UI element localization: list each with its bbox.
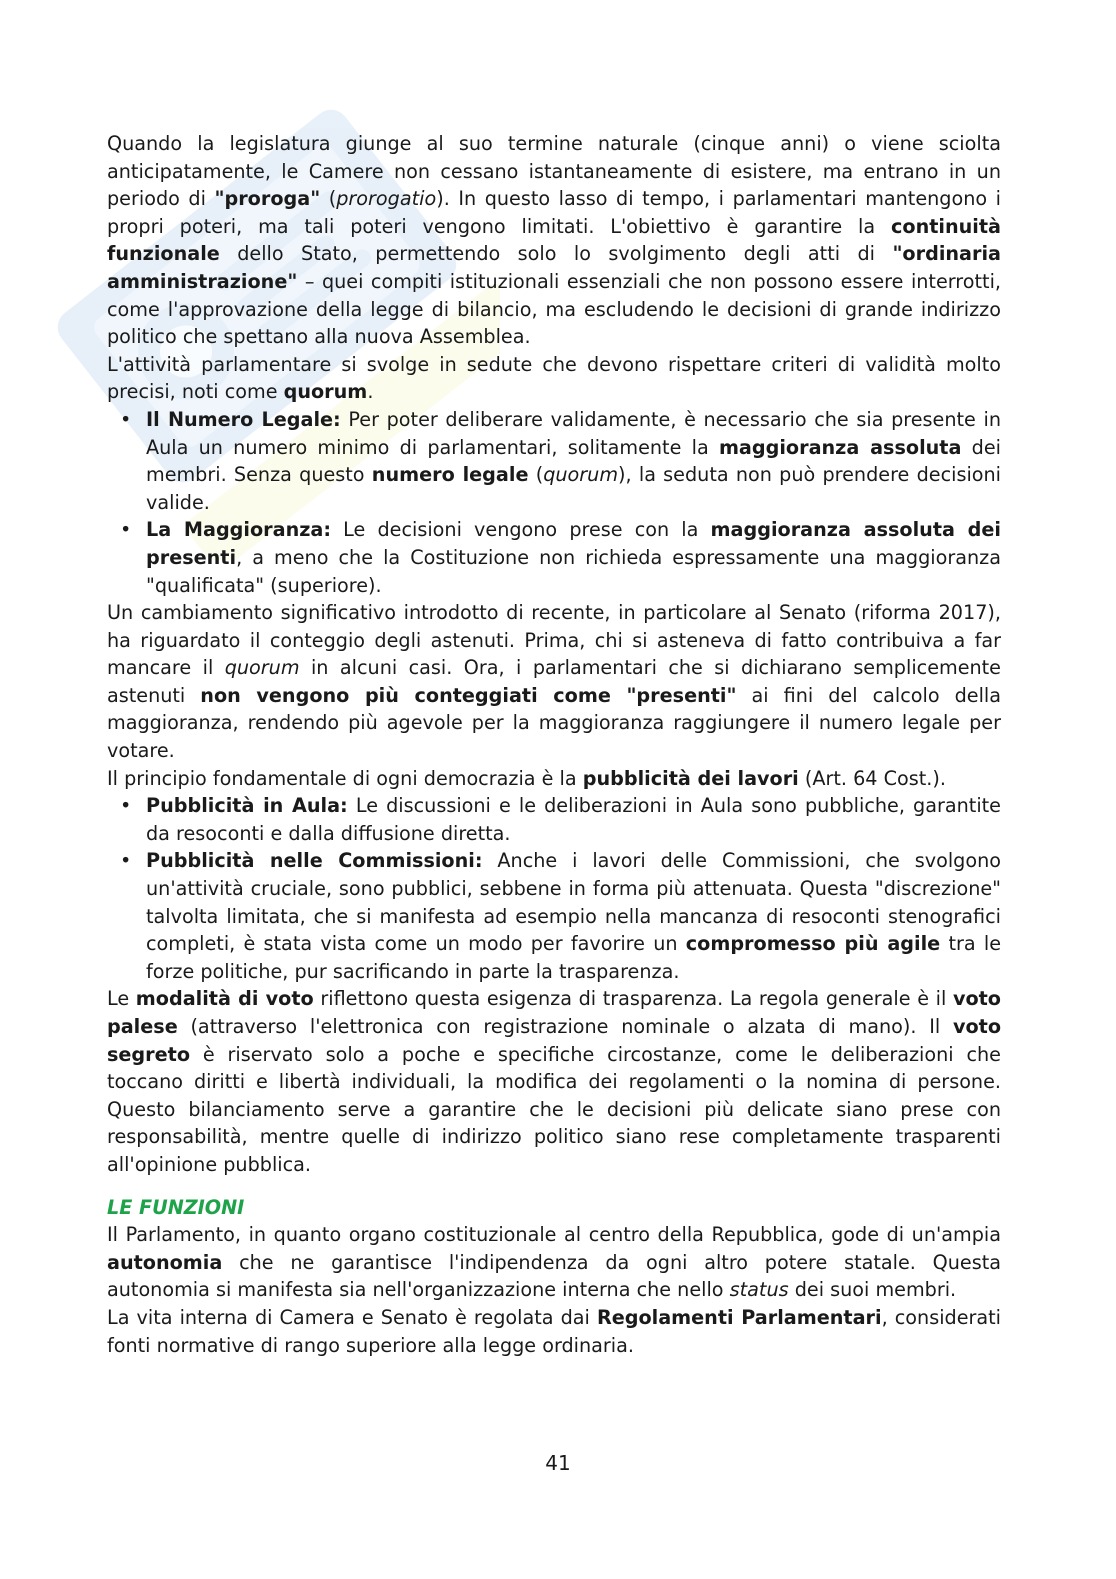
text-run: dello Stato, permettendo solo lo svolgimento degli atti di: [219, 242, 893, 266]
text-run: tra le forze politiche, pur sacrificando in parte la trasparenza.: [146, 932, 1001, 983]
bullet-icon: •: [120, 794, 132, 818]
text-run: Le: [107, 987, 136, 1011]
italic-term: quorum: [543, 463, 619, 487]
text-run: ai fini del calcolo della maggioranza, rendendo più agevole per la maggioranza raggiungere il numero legale per votare.: [107, 683, 1002, 763]
text-run: dei membri. Senza questo: [146, 435, 1001, 487]
bullet-icon: •: [120, 518, 132, 542]
bold-term: Il Numero Legale:: [146, 407, 341, 431]
bold-term-ordinaria-amministrazione: "ordinaria amministrazione": [107, 242, 1001, 293]
bold-term-proroga: "proroga": [214, 187, 321, 211]
bold-term: voto palese: [107, 987, 1001, 1038]
italic-term: status: [729, 1278, 789, 1302]
bold-term: voto segreto: [107, 1015, 1001, 1066]
list-item: [107, 406, 1001, 516]
bold-term: non vengono più conteggiati come "presenti": [200, 683, 737, 707]
text-run: Un cambiamento significativo introdotto di recente, in particolare al Senato (riforma 2017), ha riguardato il conteggio degli astenuti. Prima, chi si asteneva di fatto contribuiva a far mancare il: [107, 601, 1001, 680]
paragraph-astenuti: [107, 599, 1001, 765]
text-run: Il Parlamento, in quanto organo costituzionale al centro della Repubblica, gode di un'ampia: [107, 1223, 1001, 1247]
text-run: Le discussioni e le deliberazioni in Aula sono pubbliche, garantite da resoconti e dalla diffusione diretta.: [146, 794, 1001, 845]
bold-term: Pubblicità nelle Commissioni:: [146, 849, 483, 873]
text-run: (attraverso l'elettronica con registrazione nominale o alzata di mano). Il: [177, 1015, 953, 1038]
bold-term: maggioranza assoluta dei presenti: [146, 518, 1001, 569]
text-run: ), la seduta non può prendere decisioni valide.: [146, 463, 1002, 514]
paragraph-modalita-voto: [107, 985, 1001, 1178]
text-run: Anche i lavori delle Commissioni, che svolgono un'attività cruciale, sono pubblici, sebbene in forma più attenuata. Questa "discrezione" talvolta limitata, che si manifesta ad esempio nella mancanza di resoconti stenografici completi, è stata vista come un modo per favorire un: [146, 849, 1001, 956]
text-run: ). In questo lasso di tempo, i parlamentari mantengono i propri poteri, ma tali poteri vengono limitati. L'obiettivo è garantire la: [107, 187, 1001, 238]
bold-term-continuita: continuità funzionale: [107, 214, 1001, 266]
text-run: (: [320, 187, 337, 211]
text-run: Quando la legislatura giunge al suo termine naturale (cinque anni) o viene sciolta anticipatamente, le Camere non cessano istantaneamente di esistere, ma entrano in un periodo di: [107, 132, 1001, 211]
text-run: (Art. 64 Cost.).: [798, 766, 946, 790]
text-run: , a meno che la Costituzione non richieda espressamente una maggioranza "qualificata" (superiore).: [146, 545, 1001, 597]
bold-term: modalità di voto: [135, 987, 314, 1011]
list-item: [107, 847, 1001, 985]
bold-term: La Maggioranza:: [146, 518, 332, 542]
italic-term-prorogatio: prorogatio: [336, 187, 437, 211]
page-number: 41: [545, 1451, 571, 1475]
paragraph-proroga: [107, 130, 1001, 351]
text-run: La vita interna di Camera e Senato è regolata dai: [107, 1305, 597, 1329]
paragraph-pubblicita: [107, 765, 1001, 793]
text-run: in alcuni casi. Ora, i parlamentari che si dichiarano semplicemente astenuti: [107, 656, 1001, 707]
paragraph-autonomia: [107, 1221, 1001, 1304]
bullet-list-quorum: [107, 406, 1001, 599]
section-heading: LE FUNZIONI: [107, 1195, 245, 1219]
bullet-icon: •: [120, 849, 132, 873]
text-run: dei suoi membri.: [788, 1278, 957, 1302]
text-run: .: [367, 380, 374, 404]
text-run: Le decisioni vengono prese con la: [331, 518, 711, 542]
text-run: è riservato solo a poche e specifiche circostanze, come le deliberazioni che toccano diritti e libertà individuali, la modifica dei regolamenti o la nomina di persone. Questo bilanciamento serve a garantire che le decisioni più delicate siano prese con responsabilità, mentre quelle di indirizzo politico siano rese completamente trasparenti all'opinione pubblica.: [107, 1042, 1001, 1176]
bold-term: Regolamenti Parlamentari: [596, 1305, 882, 1329]
bold-term: autonomia: [107, 1250, 223, 1274]
paragraph-regolamenti: [107, 1304, 1001, 1359]
document-body: [107, 130, 1001, 1359]
italic-term-quorum: quorum: [224, 656, 300, 680]
text-run: L'attività parlamentare si svolge in sedute che devono rispettare criteri di validità molto precisi, noti come: [107, 352, 1001, 404]
text-run: – quei compiti istituzionali essenziali che non possono essere interrotti, come l'approvazione della legge di bilancio, ma escludendo le decisioni di grande indirizzo politico che spettano alla nuova Assemblea.: [107, 269, 1001, 349]
text-run: Per poter deliberare validamente, è necessario che sia presente in Aula un numero minimo di parlamentari, solitamente la: [146, 407, 1001, 459]
list-item: [107, 792, 1001, 847]
bold-term: maggioranza assoluta: [718, 435, 962, 459]
list-item: [107, 516, 1001, 599]
text-run: Il principio fondamentale di ogni democrazia è la: [107, 766, 583, 790]
bold-term: pubblicità dei lavori: [582, 766, 799, 790]
bold-term-quorum: quorum: [283, 380, 368, 404]
text-run: riflettono questa esigenza di trasparenza. La regola generale è il: [313, 987, 953, 1011]
bold-term: compromesso più agile: [685, 932, 941, 956]
paragraph-quorum: [107, 351, 1001, 406]
bullet-icon: •: [120, 407, 132, 431]
bold-term: Pubblicità in Aula:: [146, 794, 348, 818]
text-run: (: [528, 463, 544, 487]
bullet-list-pubblicita: [107, 792, 1001, 985]
bold-term: numero legale: [371, 463, 529, 487]
text-run: che ne garantisce l'indipendenza da ogni altro potere statale. Questa autonomia si manifesta sia nell'organizzazione interna che nello: [107, 1250, 1001, 1302]
text-run: , considerati fonti normative di rango superiore alla legge ordinaria.: [107, 1305, 1002, 1357]
